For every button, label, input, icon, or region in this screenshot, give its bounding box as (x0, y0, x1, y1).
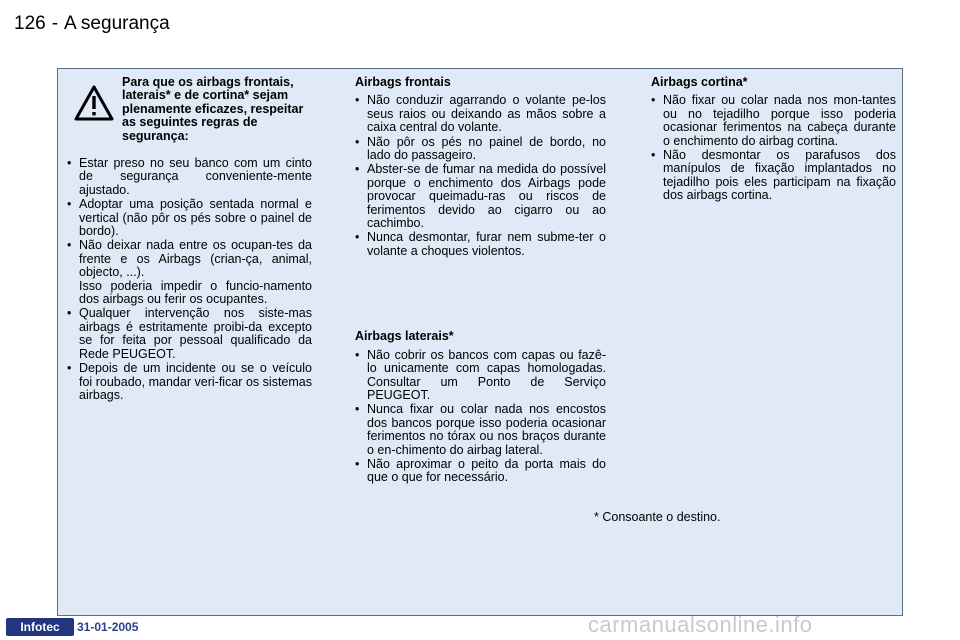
footnote: * Consoante o destino. (594, 510, 721, 524)
general-rules-list (64, 157, 312, 402)
front-airbags-list (352, 94, 606, 258)
list-item: • Não aproximar o peito da porta mais do que o que for necessário. (352, 458, 606, 485)
warning-triangle-icon (74, 85, 114, 121)
side-airbags-list (352, 349, 606, 485)
list-item: • Não conduzir agarrando o volante pe-los seus raios ou deixando as mãos sobre a caixa central do volante. (352, 94, 606, 134)
curtain-airbags-list (648, 94, 896, 202)
list-item: • Não desmontar os parafusos dos manípulos de fixação implantados no tejadilho pois eles participam na fixação dos airbags cortina. (648, 149, 896, 203)
warning-title: Para que os airbags frontais, laterais* e de cortina* sejam plenamente eficazes, respeitar as seguintes regras de segurança: (122, 75, 304, 143)
list-item (64, 157, 312, 197)
column-curtain-airbags (648, 69, 896, 204)
list-item-text: Não deixar nada entre os ocupan-tes da frente e os Airbags (crian-ça, animal, objecto, ...). (79, 238, 312, 280)
list-item: • Não fixar ou colar nada nos mon-tantes ou no tejadilho porque isso poderia ocasionar ferimentos na cabeça durante o enchimento do airbag cortina. (648, 94, 896, 148)
list-item: • Não cobrir os bancos com capas ou fazê-lo unicamente com capas homologadas. Consultar um Ponto de Serviço PEUGEOT. (352, 349, 606, 403)
column-general-rules (64, 69, 312, 403)
list-item: • Não pôr os pés no painel de bordo, no lado do passageiro. (352, 136, 606, 163)
page-number: 126 (14, 13, 46, 34)
list-item-text: Qualquer intervenção nos siste-mas airbags é estritamente proibi-da excepto se for feita por pessoal qualificado da Rede PEUGEOT. (79, 306, 312, 361)
list-item-text: Depois de um incidente ou se o veículo foi roubado, mandar veri-ficar os sistemas airbags. (79, 361, 312, 402)
list-item (64, 239, 312, 306)
section-title: A segurança (64, 13, 170, 34)
list-item: • Nunca fixar ou colar nada nos encostos dos bancos porque isso poderia ocasionar ferimentos no tórax ou nos braços durante o en-chimento do airbag lateral. (352, 403, 606, 457)
heading-side-airbags: Airbags laterais* (355, 329, 454, 344)
infotec-logo: Infotec (6, 618, 74, 636)
page-header (14, 12, 170, 36)
heading-curtain-airbags: Airbags cortina* (651, 75, 748, 89)
list-item (64, 362, 312, 402)
list-item (64, 307, 312, 361)
watermark: carmanualsonline.info (588, 612, 813, 637)
warning-block (64, 69, 312, 157)
header-separator: - (51, 13, 59, 34)
column-front-side-airbags (352, 69, 606, 486)
list-item-text: Adoptar uma posição sentada normal e vertical (não pôr os pés sobre o painel de bordo). (79, 197, 312, 239)
list-item: • Nunca desmontar, furar nem subme-ter o volante a choques violentos. (352, 231, 606, 258)
footer-date: 31-01-2005 (77, 620, 139, 634)
list-item (64, 198, 312, 238)
list-item-text: Estar preso no seu banco com um cinto de segurança conveniente-mente ajustado. (79, 156, 312, 197)
safety-info-box (57, 68, 903, 616)
list-item-continuation: Isso poderia impedir o funcio-namento dos airbags ou ferir os ocupantes. (79, 278, 312, 307)
list-item: • Abster-se de fumar na medida do possível porque o enchimento dos Airbags pode provocar queimadu-ras ou riscos de ferimentos devido ao cigarro ou ao cachimbo. (352, 163, 606, 230)
heading-front-airbags: Airbags frontais (355, 75, 451, 89)
